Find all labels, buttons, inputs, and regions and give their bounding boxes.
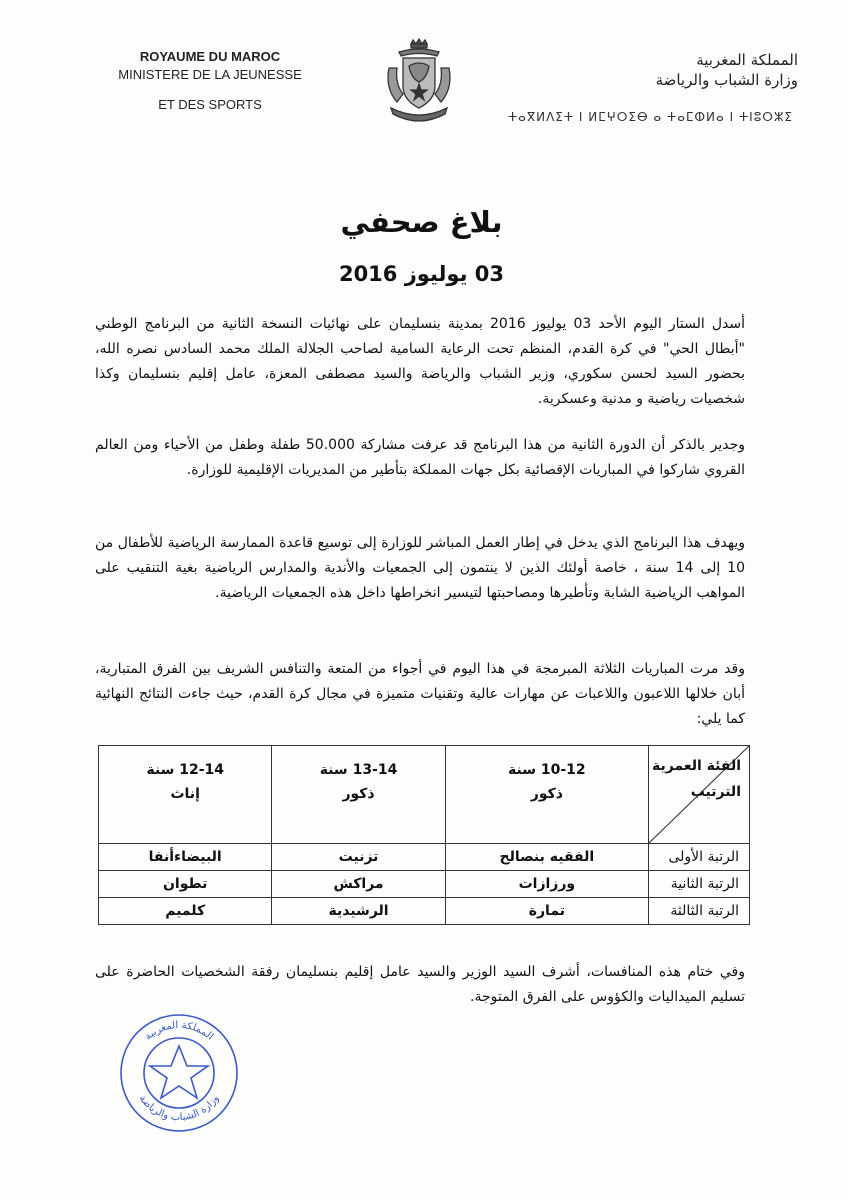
svg-text:المملكة المغربية	[143, 1020, 215, 1043]
table-cell: الرشيدية	[272, 898, 445, 925]
stamp-text-top: المملكة المغربية	[142, 1019, 216, 1043]
column-header	[99, 746, 272, 844]
paragraph-participation: وجدير بالذكر أن الدورة الثانية من هذا البرنامج قد عرفت مشاركة 50.000 طفلة وطفل من الأحياء ومن العالم القروي شاركوا في المباريات الإقصائية بكل جهات المملكة بتأطير من المديريات الإقليمية للوزارة.	[95, 437, 745, 478]
document-title: بلاغ صحفي	[340, 205, 503, 239]
paragraph-intro: أسدل الستار اليوم الأحد 03 يوليوز 2016 بمدينة بنسليمان على نهائيات النسخة الثانية من البرنامج الوطني "أبطال الحي" في كرة القدم، المنظم تحت الرعاية السامية لصاحب الجلالة الملك محمد السادس نصره الله، بحضور السيد لحسن سكوري، وزير الشباب والرياضة والسيد مصطفى المعزة، عامل إقليم بنسليمان وكذا شخصيات رياضية و مدنية وعسكرية.	[95, 316, 745, 407]
table-cell: الفقيه بنصالح	[445, 844, 648, 871]
column-header	[272, 746, 445, 844]
table-row	[99, 871, 750, 898]
row-rank-label: الرتبة الثالثة	[649, 898, 750, 925]
results-table	[98, 745, 750, 925]
column-age: 12-14 سنة	[146, 762, 224, 778]
column-age: 13-14 سنة	[319, 762, 398, 778]
stamp-text-bottom: وزارة الشباب والرياضة	[136, 1093, 222, 1124]
column-header	[445, 746, 648, 844]
table-cell: كلميم	[99, 898, 272, 925]
paragraph-closing: وفي ختام هذه المنافسات، أشرف السيد الوزير والسيد عامل إقليم بنسليمان رفقة الشخصيات الحاضرة على تسليم الميداليات والكؤوس على الفرق المتوجة.	[95, 964, 745, 1005]
table-corner-category: الفئة العمرية	[651, 758, 741, 774]
table-cell: البيضاءأنفا	[99, 844, 272, 871]
row-rank-label: الرتبة الأولى	[649, 844, 750, 871]
table-corner-rank: الترتيب	[690, 784, 741, 800]
column-age: 10-12 سنة	[508, 762, 586, 778]
column-gender: إناث	[170, 786, 200, 802]
row-rank-label: الرتبة الثانية	[649, 871, 750, 898]
table-header-row	[99, 746, 750, 844]
column-gender: ذكور	[530, 786, 563, 802]
header-french	[95, 48, 325, 114]
table-cell: تمارة	[445, 898, 648, 925]
header-tifinagh: ⵜⴰⴳⵍⴷⵉⵜ ⵏ ⵍⵎⵖⵔⵉⴱ ⴰ ⵜⴰⵎⵀⵍⴰ ⵏ ⵜⵏⵓⵔⵣⵉ	[507, 110, 793, 124]
header-arabic	[558, 50, 798, 90]
table-cell: ورزازات	[445, 871, 648, 898]
header-ar-kingdom: المملكة المغربية	[696, 51, 798, 69]
column-gender: ذكور	[342, 786, 375, 802]
table-cell: مراكش	[272, 871, 445, 898]
header-fr-sports: ET DES SPORTS	[158, 97, 262, 112]
header-fr-kingdom: ROYAUME DU MAROC	[139, 49, 281, 64]
table-corner-cell	[649, 746, 750, 844]
ministry-stamp-icon	[118, 1012, 240, 1134]
paragraph-matches: وقد مرت المباريات الثلاثة المبرمجة في هذا اليوم في أجواء من المتعة والتنافس الشريف بين الفرق المتبارية، أبان خلالها اللاعبون واللاعبات عن مهارات عالية وتقنيات متميزة في مجال كرة القدم، حيث جاءت النتائج النهائية كما يلي:	[95, 661, 745, 727]
header-ar-ministry: وزارة الشباب والرياضة	[655, 71, 798, 89]
table-row	[99, 844, 750, 871]
table-cell: تطوان	[99, 871, 272, 898]
coat-of-arms-icon	[375, 38, 463, 130]
header-fr-ministry: MINISTERE DE LA JEUNESSE	[118, 67, 302, 82]
paragraph-objectives: ويهدف هذا البرنامج الذي يدخل في إطار العمل المباشر للوزارة إلى توسيع قاعدة الممارسة الرياضية للأطفال من 10 إلى 14 سنة ، خاصة أولئك الذين لا ينتمون إلى الجمعيات والأندية والمدارس الرياضية بغية التنقيب على المواهب الرياضية الشابة وتأطيرها ومصاحبتها لتيسير انخراطها داخل هذه الجمعيات الرياضية.	[95, 535, 745, 601]
table-row	[99, 898, 750, 925]
table-cell: تزنيت	[272, 844, 445, 871]
document-date: 03 يوليوز 2016	[338, 262, 505, 286]
